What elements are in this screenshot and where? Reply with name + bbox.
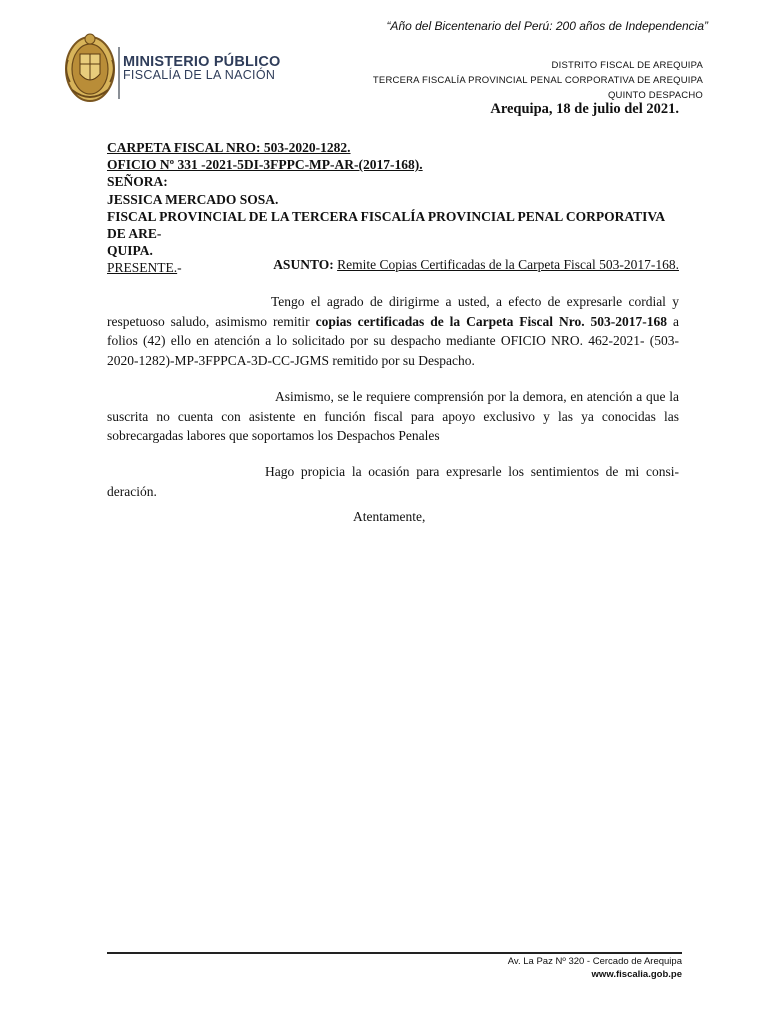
carpeta-number: CARPETA FISCAL NRO: 503-2020-1282.	[107, 140, 351, 155]
body-paragraph-3: Hago propicia la ocasión para expresarle los sentimientos de mi consi- deración.	[107, 464, 679, 499]
org-subtitle: FISCALÍA DE LA NACIÓN	[123, 68, 276, 82]
logo-divider	[118, 47, 120, 99]
body-paragraph-2: Asimismo, se le requiere comprensión por la demora, en atención a que la suscrita no cuenta con asistente en función fiscal para apoyo exclusivo y las ya conocidas las sobrecargadas labores que soportamos los Despachos Penales	[107, 389, 679, 443]
document-date: Arequipa, 18 de julio del 2021.	[490, 101, 679, 117]
office-label: TERCERA FISCALÍA PROVINCIAL PENAL CORPORATIVA DE AREQUIPA	[372, 75, 703, 86]
body-paragraph-1	[107, 292, 679, 370]
paragraph-1-highlight: copias certificadas de la Carpeta Fiscal Nro. 503-2017-168	[315, 313, 668, 329]
header-motto: “Año del Bicentenario del Perú: 200 años de Independencia”	[386, 19, 708, 33]
org-name: MINISTERIO PÚBLICO	[123, 54, 281, 70]
footer-website-link[interactable]: www.fiscalia.gob.pe	[591, 969, 682, 980]
footer-address: Av. La Paz Nº 320 - Cercado de Arequipa	[507, 956, 682, 967]
subject-text: Remite Copias Certificadas de la Carpeta Fiscal 503-2017-168.	[337, 257, 679, 272]
dispatch-label: QUINTO DESPACHO	[607, 90, 703, 101]
recipient-title-line-2: QUIPA.	[107, 243, 153, 259]
presente-text: PRESENTE.	[107, 260, 178, 276]
recipient-title-line-1: FISCAL PROVINCIAL DE LA TERCERA FISCALÍA PROVINCIAL PENAL CORPORATIVA DE ARE-	[107, 208, 665, 242]
paragraph-1-start: Tengo el agrado de dirigirme a usted, a efecto de expresarle cordial y respetuoso saludo, asimismo remitir	[107, 294, 679, 329]
oficio-number: OFICIO Nº 331 -2021-5DI-3FPPC-MP-AR-(2017-168).	[107, 157, 423, 173]
paragraph-1-end: a folios (42) ello en atención a lo solicitado por su despacho mediante OFICIO NRO. 462-2021- (503-2020-1282)-MP-3FPPCA-3D-CC-JGMS remitido por su Despacho.	[107, 313, 679, 368]
district-label: DISTRITO FISCAL DE AREQUIPA	[551, 60, 703, 71]
coat-of-arms-emblem-icon	[62, 30, 118, 104]
recipient-name: JESSICA MERCADO SOSA.	[107, 191, 279, 207]
salutation: SEÑORA:	[107, 174, 168, 190]
reference-block	[107, 139, 682, 277]
subject-line	[273, 257, 679, 273]
footer-divider	[107, 952, 682, 954]
subject-label: ASUNTO:	[273, 257, 334, 272]
closing-salutation: Atentamente,	[353, 509, 426, 524]
presente-suffix: -	[177, 260, 182, 276]
